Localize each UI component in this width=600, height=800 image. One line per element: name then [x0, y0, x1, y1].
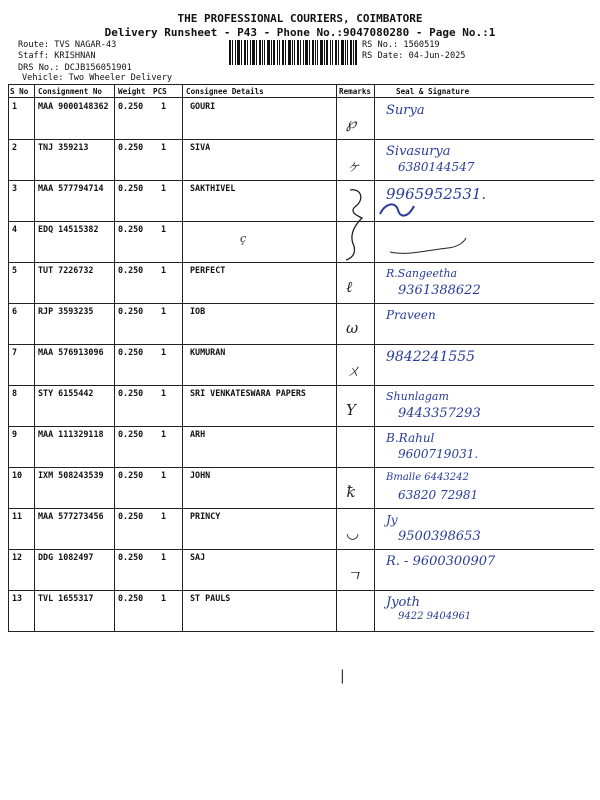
cell-consignee: ARH	[190, 429, 206, 439]
cell-consignment-no: MAA 9000148362	[38, 101, 109, 111]
cell-sno: 5	[12, 265, 18, 275]
cell-pcs: 1	[161, 142, 167, 152]
cell-pcs: 1	[161, 429, 167, 439]
cell-pcs: 1	[161, 183, 167, 193]
cell-weight: 0.250	[118, 593, 144, 603]
cell-consignment-no: RJP 3593235	[38, 306, 94, 316]
cell-sno: 2	[12, 142, 18, 152]
cell-consignment-no: MAA 111329118	[38, 429, 104, 439]
signature-phone-handwriting: 63820 72981	[398, 488, 479, 502]
remark-handwriting: ㄨ	[346, 362, 362, 380]
signature-handwriting: Jy	[386, 513, 398, 527]
cell-pcs: 1	[161, 511, 167, 521]
cell-sno: 6	[12, 306, 18, 316]
cell-pcs: 1	[161, 224, 167, 234]
cell-sno: 12	[12, 552, 23, 562]
rs-number: RS No.: 1560519	[362, 40, 440, 50]
cell-pcs: 1	[161, 347, 167, 357]
cell-sno: 4	[12, 224, 18, 234]
signature-handwriting: 9965952531.	[386, 185, 487, 203]
col-header-pcs: PCS	[153, 87, 167, 96]
signature-phone-handwriting: 9500398653	[398, 529, 481, 544]
route-label: Route: TVS NAGAR-43	[18, 40, 117, 50]
cell-weight: 0.250	[118, 224, 144, 234]
staff-label: Staff: KRISHNAN	[18, 51, 96, 61]
cell-consignment-no: MAA 576913096	[38, 347, 104, 357]
cell-consignment-no: DDG 1082497	[38, 552, 94, 562]
signature-handwriting: Sivasurya	[386, 144, 451, 159]
document-title: THE PROFESSIONAL COURIERS, COIMBATORE	[177, 12, 423, 25]
signature-handwriting: B.Rahul	[386, 431, 435, 445]
cell-sno: 1	[12, 101, 18, 111]
cell-weight: 0.250	[118, 552, 144, 562]
barcode-image	[229, 40, 357, 65]
cell-pcs: 1	[161, 265, 167, 275]
cell-sno: 3	[12, 183, 18, 193]
signature-phone-handwriting: 9600719031.	[398, 447, 479, 461]
cell-consignee: SAJ	[190, 552, 206, 562]
cell-consignment-no: TUT 7226732	[38, 265, 94, 275]
signature-handwriting: R.Sangeetha	[386, 267, 458, 280]
cell-weight: 0.250	[118, 429, 144, 439]
cell-pcs: 1	[161, 552, 167, 562]
cell-pcs: 1	[161, 470, 167, 480]
cell-consignee: SRI VENKATESWARA PAPERS	[190, 388, 306, 398]
cell-weight: 0.250	[118, 388, 144, 398]
signature-handwriting: Bmalle 6443242	[386, 472, 469, 483]
cell-weight: 0.250	[118, 306, 144, 316]
cell-consignee: SAKTHIVEL	[190, 183, 236, 193]
cell-sno: 8	[12, 388, 18, 398]
cell-weight: 0.250	[118, 183, 144, 193]
stray-tick-mark: |	[340, 668, 345, 684]
scribble-mark-row4	[388, 230, 478, 260]
signature-handwriting: R. - 9600300907	[386, 554, 496, 569]
cell-sno: 10	[12, 470, 23, 480]
cell-consignee: JOHN	[190, 470, 211, 480]
signature-handwriting: 9842241555	[386, 349, 476, 365]
cell-consignee: SIVA	[190, 142, 211, 152]
cell-consignee: GOURI	[190, 101, 216, 111]
cell-sno: 11	[12, 511, 23, 521]
signature-phone-handwriting: 9361388622	[398, 283, 481, 298]
cell-pcs: 1	[161, 101, 167, 111]
cell-consignment-no: TVL 1655317	[38, 593, 94, 603]
remark-handwriting: ㄱ	[346, 567, 361, 585]
col-header-weight: Weight	[118, 87, 146, 96]
cell-consignment-no: IXM 508243539	[38, 470, 104, 480]
col-header-consignee: Consignee Details	[186, 87, 264, 96]
col-header-sno: S No	[10, 87, 29, 96]
stray-pen-mark: ç	[240, 232, 247, 245]
cell-sno: 13	[12, 593, 23, 603]
signature-handwriting: Shunlagam	[386, 390, 449, 403]
remark-handwriting: ℓ	[346, 278, 353, 296]
scribble-mark-row3	[378, 200, 418, 220]
cell-pcs: 1	[161, 593, 167, 603]
cell-weight: 0.250	[118, 470, 144, 480]
remark-handwriting: ℘	[346, 114, 357, 132]
runsheet-table	[8, 84, 594, 632]
bracket-mark-rows-3-4	[340, 184, 380, 264]
cell-consignment-no: MAA 577273456	[38, 511, 104, 521]
cell-weight: 0.250	[118, 101, 144, 111]
col-header-remarks: Remarks	[339, 87, 372, 96]
cell-consignee: IOB	[190, 306, 206, 316]
remark-handwriting: Υ	[346, 401, 356, 419]
cell-consignee: ST PAULS	[190, 593, 231, 603]
signature-phone-handwriting: 6380144547	[398, 160, 475, 174]
cell-weight: 0.250	[118, 265, 144, 275]
remark-handwriting: ◡	[346, 524, 360, 542]
cell-consignment-no: STY 6155442	[38, 388, 94, 398]
cell-weight: 0.250	[118, 142, 144, 152]
cell-weight: 0.250	[118, 511, 144, 521]
runsheet-subtitle: Delivery Runsheet - P43 - Phone No.:9047080280 - Page No.:1	[104, 26, 496, 39]
cell-sno: 7	[12, 347, 18, 357]
drs-number: DRS No.: DCJB156051901	[18, 63, 132, 73]
cell-pcs: 1	[161, 388, 167, 398]
col-header-seal-signature: Seal & Signature	[396, 87, 470, 96]
cell-consignment-no: TNJ 359213	[38, 142, 89, 152]
col-header-consignment: Consignment No	[38, 87, 103, 96]
rs-date: RS Date: 04-Jun-2025	[362, 51, 466, 61]
remark-handwriting: ҟ	[346, 483, 355, 501]
cell-weight: 0.250	[118, 347, 144, 357]
remark-handwriting: ヶ	[346, 157, 362, 175]
cell-consignment-no: EDQ 14515382	[38, 224, 99, 234]
cell-pcs: 1	[161, 306, 167, 316]
signature-phone-handwriting: 9443357293	[398, 406, 481, 421]
cell-consignee: KUMURAN	[190, 347, 226, 357]
signature-phone-handwriting: 9422 9404961	[398, 611, 472, 622]
cell-sno: 9	[12, 429, 18, 439]
signature-handwriting: Surya	[386, 103, 425, 118]
cell-consignee: PERFECT	[190, 265, 226, 275]
cell-consignee: PRINCY	[190, 511, 221, 521]
signature-handwriting: Praveen	[386, 308, 436, 322]
remark-handwriting: ω	[346, 319, 359, 337]
vehicle-label: Vehicle: Two Wheeler Delivery	[22, 73, 173, 83]
cell-consignment-no: MAA 577794714	[38, 183, 104, 193]
signature-handwriting: Jyoth	[386, 595, 420, 610]
